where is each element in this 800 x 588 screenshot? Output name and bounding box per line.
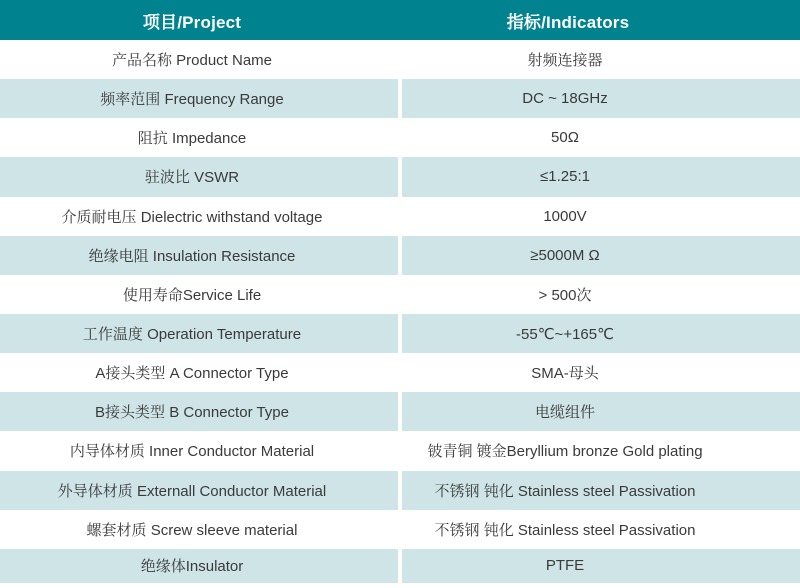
header-indicators: 指标/Indicators [506,12,630,32]
indicator-cell: 铍青铜 镀金Beryllium bronze Gold plating [427,443,703,461]
project-cell: 驻波比 VSWR [0,157,398,196]
indicator-cell: 不锈钢 钝化 Stainless steel Passivation [402,471,800,510]
table-header-row [0,0,800,40]
indicator-cell: ≥5000M Ω [402,236,800,275]
table-row [0,118,800,157]
project-cell: 阻抗 Impedance [137,130,247,148]
table-row [0,353,800,392]
table-row [0,197,800,236]
table-row [0,40,800,79]
indicator-cell: DC ~ 18GHz [402,79,800,118]
table-row [0,392,800,431]
table-row [0,431,800,470]
project-cell: 内导体材质 Inner Conductor Material [69,443,315,461]
table-row [0,79,800,118]
table-body [0,40,800,588]
indicator-cell: 1000V [543,207,587,225]
indicator-cell: -55℃~+165℃ [402,314,800,353]
header-project: 项目/Project [142,12,242,32]
project-cell: B接头类型 B Connector Type [0,392,398,431]
table-row [0,236,800,275]
project-cell: 介质耐电压 Dielectric withstand voltage [61,208,323,226]
table-row [0,275,800,314]
indicator-cell: ≤1.25:1 [402,157,800,196]
indicator-cell: > 500次 [538,286,592,304]
indicator-cell: 电缆组件 [402,392,800,431]
project-cell: 绝缘体Insulator [0,549,398,588]
project-cell: 外导体材质 Externall Conductor Material [0,471,398,510]
project-cell: 工作温度 Operation Temperature [0,314,398,353]
project-cell: 使用寿命Service Life [122,286,262,304]
indicator-cell: 射频连接器 [527,52,603,70]
project-cell: 频率范围 Frequency Range [0,79,398,118]
table-row [0,471,800,510]
indicator-cell: 不锈钢 钝化 Stainless steel Passivation [434,521,696,539]
table-row [0,157,800,196]
table-row [0,510,800,549]
indicator-cell: PTFE [402,549,800,588]
project-cell: 螺套材质 Screw sleeve material [86,521,298,539]
indicator-cell: 50Ω [551,129,579,147]
project-cell: 绝缘电阻 Insulation Resistance [0,236,398,275]
project-cell: 产品名称 Product Name [111,52,273,70]
indicator-cell: SMA-母头 [531,365,599,383]
project-cell: A接头类型 A Connector Type [95,365,289,383]
table-row [0,549,800,588]
table-row [0,314,800,353]
